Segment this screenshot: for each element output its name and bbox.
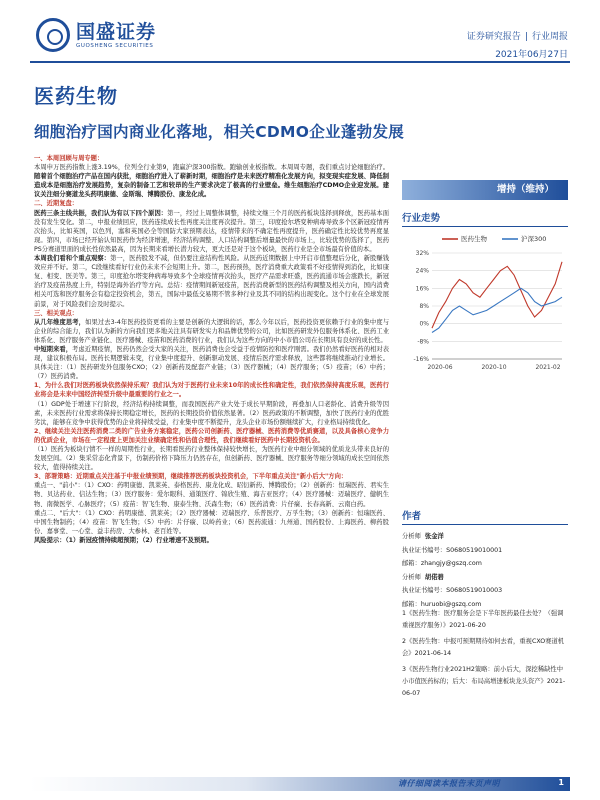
- section-3-text-2: 考虑近期疫情，医药仍然会受大家的关注，医药消费也会受益于疫情防控和医疗刚需。我们仍然看好医药的相对表现，建议积极布局。医药长期逻辑未变，行业集中度提升、创新驱动发展、疫情后医疗需求释放，这些都将继续推动行业增长。具体关注：（1）医药研发外包服务CXO；（2）创新药及配套产业链；（3）医疗器械；（4）医疗服务；（5）疫苗；（6）中药；（7）医药消费。: [34, 345, 390, 381]
- y-tick-label: 24%: [415, 267, 429, 275]
- legend-label-2: 沪深300: [521, 235, 547, 243]
- author-2-cert-label: 执业证书编号：: [402, 587, 447, 594]
- page-number: 1: [558, 778, 564, 787]
- x-tick-label: 2020-06: [427, 364, 453, 371]
- author-1-cert-line: [402, 544, 568, 558]
- footer-bar: [30, 777, 570, 791]
- author-1-email[interactable]: zhangjy@gszq.com: [420, 560, 482, 567]
- author-1-name: 张金洋: [424, 533, 444, 540]
- section-2-lead-2: 本周我们看和个重点观察：: [34, 255, 111, 263]
- related-report-2[interactable]: 2《医药生物：中报可预期期待如何去看，重视CXO赛道机会》2021-06-14: [402, 638, 565, 657]
- section-1-text-a: 本周申万医药指数上涨3.19%，位列全行业第9，跑赢沪深300指数。跑输创业板指数。本周周专题，我们重点讨论细胞治疗。: [34, 164, 389, 172]
- y-tick-label: 0%: [419, 320, 429, 328]
- y-tick-label: -8%: [417, 338, 429, 346]
- authors-title: 作者: [402, 508, 568, 525]
- risk-warning: 风险提示：（1）新冠疫情持续超预期；（2）行业增速不及预期。: [34, 536, 213, 544]
- author-1-email-line: [402, 557, 568, 571]
- series-line-2: [432, 288, 562, 332]
- section-6-title: 3、部署策略：近期重点关注基于中报业绩预期，继续推荐医药板块投资机会，下半年重点关注"新小后大"方向：: [34, 473, 348, 481]
- related-reports: [402, 608, 568, 704]
- related-report-1[interactable]: 1《医药生物：医疗服务会是下半年医药最佳去处？（强调重视医疗服务）》2021-06-20: [402, 610, 564, 629]
- report-header: [0, 0, 600, 62]
- rating-badge: 增持（维持）: [402, 180, 568, 200]
- logo-icon: [36, 18, 70, 52]
- section-3-lead-1: 从几年维度思考，: [34, 318, 86, 326]
- author-1-cert: S0680519010001: [446, 546, 503, 554]
- author-2-cert: S0680519010003: [446, 587, 503, 594]
- related-report-3[interactable]: 3《医药生物行业2021H2策略：前小后大，深挖稀缺性中小市值医药标的；后大：布局高增速板块龙头资产》2021-06-07: [402, 666, 566, 697]
- logo-name-en: GUOSHENG SECURITIES: [76, 42, 154, 49]
- author-2-line: [402, 571, 568, 585]
- y-tick-label: 32%: [415, 250, 429, 257]
- author-2-email[interactable]: huruobi@gszq.com: [420, 600, 482, 608]
- author-1-email-label: 邮箱：: [402, 560, 421, 567]
- doc-type: 证券研究报告: [466, 32, 521, 42]
- report-headline: 细胞治疗国内商业化落地，相关CDMO企业蓬勃发展: [34, 123, 405, 141]
- y-tick-label: 8%: [419, 303, 429, 310]
- report-type: 证券研究报告 | 行业周报: [466, 32, 568, 42]
- report-body: [34, 154, 389, 545]
- section-4-text: （1）GDP处于增速下行阶段，经济结构持续调整，而我国医药产业大处于成长早期阶段，再叠加人口老龄化、消费升级等因素，未来医药行业需求将保持长期稳定增长，医药的长期投资价值依然显著。（2）医药政策的不断调整，加快了医药行业的优胜劣汰，能够在竞争中获得优势的企业将持续受益，行业集中度不断提升，龙头企业市场份额继续扩大，行业格局持续优化。: [34, 400, 389, 426]
- y-tick-label: 16%: [415, 285, 429, 293]
- sub-type: 行业周报: [531, 32, 568, 42]
- legend-label-1: 医药生物: [461, 235, 487, 243]
- section-1-title: 一、本周回顾与周专题：: [34, 155, 104, 162]
- section-4-title: 1、为什么我们对医药板块依然保持乐观？我们认为对于医药行业未来10年的成长性和确定性，我们依然保持高度乐观，医药行业将会是未来中国经济转型升级中最重要的行业之一。: [34, 382, 389, 399]
- author-1-cert-label: 执业证书编号：: [402, 546, 447, 554]
- author-2-name: 胡偌碧: [424, 573, 444, 581]
- section-3-title: 三、相关观点：: [34, 309, 79, 317]
- logo-name-cn: 国盛证券: [76, 20, 157, 43]
- section-2-text-2: 第一，医药股发不减，但仍要注意结构性风险。从医药近期数据上中开启市值整理后分化，新股赚钱效应并不好。第二，C段继续看好行业仍未来不会短期上升。第二，医药预热，医疗消费重大政策看不好疫情得到消化，比如康复、相变、医美等。第三，印度抢尔塔变种病毒导致多个全球疫情再次抬头，医疗产品需求旺盛，医药流通市场会涨跌长，新冠治疗及疫苗热度上升，特别是海外治疗等方向。总结：疫情期间新冠疫苗，医药消费新型的医药结构调整及相关方向，国内消费相关可选和医疗服务会有稳定投资机会，第五，国际中最低交易期不管多种行业及其不同的结构出现变化。这个行业在全球发展前景，对于风险我们会及时提示。: [34, 255, 390, 308]
- section-1-text-b: 随着首个细胞治疗产品在国内获批，细胞治疗进入了崭新时期，细胞治疗是未来医疗精准化发展方向，拟变现实症发展、降低制造成本是细胞治疗发展趋势，复杂的制备工艺和较昂的生产要求决定了极高的行业壁垒。维生细胞治疗CDMO企业迎发展。建议关注细分赛道龙头药明康德、金斯瑞、博腾股份、康龙化成。: [34, 173, 389, 199]
- sector-title: 医药生物: [34, 84, 118, 108]
- trend-chart: [402, 231, 568, 385]
- trend-chart-svg: [402, 231, 568, 381]
- sidebar: [402, 180, 568, 385]
- section-3-text-1: 如果过去3-4年医药投资更看的主要是创新的大逻辑的话，那么今年以后，医药投资更依赖于行业的集中度与企业的综合能力，我们认为新的方向我们更多地关注具有研发实力和品牌优势的公司，比如医药研发外包服务体系化、医药工业体系化、医疗服务产业链化、医疗器械、疫苗和医药消费的行业，我们认为这些方向的中小市值公司在长期具有良好的成长性。: [34, 318, 389, 344]
- authors-block: [402, 530, 568, 611]
- section-5-text: （1）医药为板块行情不一样的周期性行业，长期看医药行业整体保持较快增长，为医药行业中细分领域的优质龙头带来良好的发展空间。（2）集采常态化背景下，仿制药价格下降压力仍然存在，但创新药、医疗器械、医疗服务等细分领域的成长空间依然较大，值得持续关注。: [34, 446, 389, 472]
- author-2-role: 分析师: [402, 573, 421, 581]
- author-1-role: 分析师: [402, 533, 421, 540]
- author-2-cert-line: [402, 584, 568, 598]
- section-3-lead-2: 中短期来看，: [34, 345, 73, 353]
- footer-disclaimer: 请仔细阅读本报告末页声明: [398, 779, 500, 788]
- section-2-title: 二、近期复盘：: [34, 200, 79, 208]
- series-line-1: [432, 262, 562, 328]
- section-2-text-1: 第一，经过上周整体调整，持续文继三个月的医药板块选择到释放，医药基本面没有发生变化。第二，中报业绩回应，医药连续成长性再度关注度再次提升。第三，印度抢尔塔变种病毒导致多个区新冠疫情再次抬头，比如英国，以色列，塞和英国必全等国防大家预期表达，疫情带来的不确定性再度提升，医药确定性比较优势再度显现。第四，市场已经开始认知医药作为经济增速，经济结构调整、人口结构调整后增量最快的市场上，比较优势的选择了，医药PS分赛道里面的成长性依然最高，因为长期来看增长潜力较大，更大还是对于这个板块，医药行业是全市场最有价值的本。: [34, 209, 390, 253]
- x-tick-label: 2020-10: [481, 364, 507, 371]
- section-6-text-2: 重点二、"后大"：（1）CXO：药明康德、凯莱英；（2）医疗器械：迈瑞医疗、乐普医疗、万孚生物；（3）创新药：恒瑞医药、中国生物制药；（4）疫苗：智飞生物；（5）中药：片仔癀、以岭药业；（6）医药流通：九州通、国药股份、上海医药、柳药股份、嘉事堂、一心堂、益丰药房、大参林、老百姓等。: [34, 509, 389, 535]
- x-tick-label: 2021-02: [535, 364, 561, 371]
- company-logo: [36, 18, 156, 52]
- report-date: 2021年06月27日: [495, 50, 568, 60]
- section-6-text-1: 重点一、"前小"：（1）CXO：药明康德、凯莱英、泰格医药、康龙化成、昭衍新药、博腾股份；（2）创新药：恒瑞医药、君实生物、贝达药业、信达生物；（3）医疗服务：爱尔眼科、通策医疗、锦欣生殖、海吉亚医疗；（4）医疗器械：迈瑞医疗、健帆生物、南微医学、心脉医疗；（5）疫苗：智飞生物、康泰生物、沃森生物；（6）医药消费：片仔癀、长春高新、云南白药。: [34, 482, 389, 508]
- y-tick-label: -16%: [413, 356, 429, 363]
- author-2-email-label: 邮箱：: [402, 600, 421, 608]
- section-5-title: 2、继续关注关注医药消费二类的广告业务方案稳定，医药公司创新药、医疗器械、医药消费等优质赛道，以及具备核心竞争力的优质企业，市场在一定程度上更加关注业绩确定性和估值合理性，我们继续看好医药中长期投资机会。: [34, 427, 389, 444]
- section-2-lead-1: 医药三条主线共振，我们认为有以下四个原因：: [34, 209, 168, 217]
- trend-title: 行业走势: [402, 210, 568, 227]
- author-1-line: [402, 530, 568, 544]
- header-divider: [30, 61, 570, 63]
